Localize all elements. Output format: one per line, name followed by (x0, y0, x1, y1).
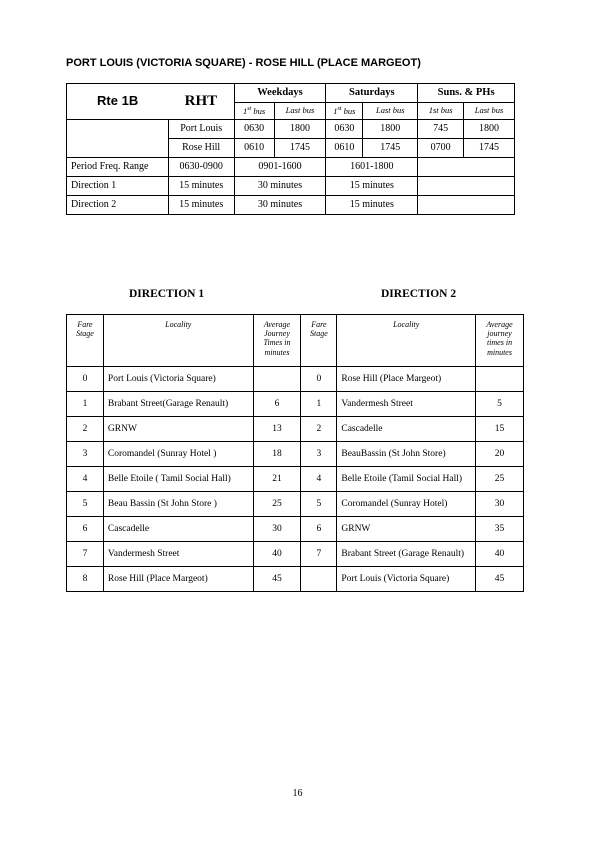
first-bus-header: 1st bus (234, 103, 274, 120)
fare-stage-cell: 7 (67, 542, 104, 567)
fare-stage-cell: 0 (67, 367, 104, 392)
last-bus-header: Last bus (464, 103, 515, 120)
freq-value: 15 minutes (168, 196, 234, 215)
fare-stage-cell: 8 (67, 567, 104, 592)
direction-1-heading: DIRECTION 1 (129, 288, 205, 300)
freq-value: 0901-1600 (234, 158, 326, 177)
time-cell: 1800 (274, 120, 326, 139)
time-cell: 1745 (274, 139, 326, 158)
locality-cell: Cascadelle (103, 517, 253, 542)
time-cell: 0700 (418, 139, 464, 158)
fare-stage-cell: 2 (67, 417, 104, 442)
journey-time-cell: 45 (476, 567, 524, 592)
table-row (67, 417, 524, 442)
table-row (67, 442, 524, 467)
locality-cell: GRNW (337, 517, 476, 542)
page-number: 16 (292, 788, 303, 799)
journey-time-cell: 15 (476, 417, 524, 442)
locality-cell: Coromandel (Sunray Hotel) (337, 492, 476, 517)
journey-time-cell: 45 (253, 567, 301, 592)
saturdays-header: Saturdays (326, 84, 418, 103)
locality-cell: Coromandel (Sunray Hotel ) (103, 442, 253, 467)
freq-value: 1601-1800 (326, 158, 418, 177)
journey-time-cell: 25 (476, 467, 524, 492)
freq-value: 15 minutes (326, 177, 418, 196)
locality-header: Locality (103, 315, 253, 367)
locality-cell: Brabant Street(Garage Renault) (103, 392, 253, 417)
direction-label: Direction 2 (67, 196, 169, 215)
table-header-row (67, 315, 524, 367)
table-row (67, 120, 515, 139)
locality-cell: BeauBassin (St John Store) (337, 442, 476, 467)
locality-cell: Belle Etoile (Tamil Social Hall) (337, 467, 476, 492)
locality-cell: Vandermesh Street (337, 392, 476, 417)
time-cell: 0610 (234, 139, 274, 158)
fare-stage-cell: 5 (301, 492, 337, 517)
fare-stage-cell: 6 (67, 517, 104, 542)
journey-time-cell: 6 (253, 392, 301, 417)
table-row (67, 517, 524, 542)
freq-value: 0630-0900 (168, 158, 234, 177)
journey-time-cell: 35 (476, 517, 524, 542)
time-cell: 1800 (363, 120, 418, 139)
journey-time-cell: 30 (476, 492, 524, 517)
freq-value: 30 minutes (234, 196, 326, 215)
fare-stage-cell: 1 (67, 392, 104, 417)
table-row (67, 367, 524, 392)
journey-time-cell: 25 (253, 492, 301, 517)
table-row (67, 542, 524, 567)
journey-time-cell: 13 (253, 417, 301, 442)
locality-cell: Beau Bassin (St John Store ) (103, 492, 253, 517)
direction-label: Direction 1 (67, 177, 169, 196)
fare-stage-cell: 7 (301, 542, 337, 567)
locality-cell: Port Louis (Victoria Square) (337, 567, 476, 592)
fare-stage-cell: 6 (301, 517, 337, 542)
table-row (67, 492, 524, 517)
time-cell: 1745 (363, 139, 418, 158)
last-bus-header: Last bus (363, 103, 418, 120)
table-row (67, 467, 524, 492)
locality-header: Locality (337, 315, 476, 367)
fare-stage-cell: 3 (301, 442, 337, 467)
table-row (67, 139, 515, 158)
fare-stage-cell: 1 (301, 392, 337, 417)
avg-time-header: Average Journey Times in minutes (253, 315, 301, 367)
table-row (67, 567, 524, 592)
table-row (67, 196, 515, 215)
first-bus-header: 1st bus (418, 103, 464, 120)
direction-2-heading: DIRECTION 2 (381, 288, 457, 300)
freq-value: 30 minutes (234, 177, 326, 196)
timetable (66, 83, 515, 215)
stop-name: Port Louis (168, 120, 234, 139)
avg-time-header: Average journey times in minutes (476, 315, 524, 367)
fare-stage-cell: 2 (301, 417, 337, 442)
fare-stage-cell: 3 (67, 442, 104, 467)
time-cell: 1800 (464, 120, 515, 139)
route-label: Rte 1B (67, 84, 169, 120)
time-cell: 0630 (326, 120, 363, 139)
page-title: PORT LOUIS (VICTORIA SQUARE) - ROSE HILL (PLACE MARGEOT) (66, 57, 421, 69)
fare-stage-cell (301, 567, 337, 592)
journey-time-cell: 21 (253, 467, 301, 492)
freq-value: 15 minutes (326, 196, 418, 215)
fare-stage-cell: 4 (67, 467, 104, 492)
rht-label: RHT (168, 84, 234, 120)
freq-value: 15 minutes (168, 177, 234, 196)
locality-cell: Vandermesh Street (103, 542, 253, 567)
table-row (67, 158, 515, 177)
fare-stage-cell: 0 (301, 367, 337, 392)
journey-time-cell: 20 (476, 442, 524, 467)
locality-cell: GRNW (103, 417, 253, 442)
time-cell: 0610 (326, 139, 363, 158)
table-row (67, 177, 515, 196)
journey-time-cell: 40 (476, 542, 524, 567)
locality-cell: Belle Etoile ( Tamil Social Hall) (103, 467, 253, 492)
fare-stage-cell: 4 (301, 467, 337, 492)
fare-stage-cell: 5 (67, 492, 104, 517)
time-cell: 1745 (464, 139, 515, 158)
fare-stage-header: Fare Stage (67, 315, 104, 367)
journey-time-cell (476, 367, 524, 392)
freq-label: Period Freq. Range (67, 158, 169, 177)
first-bus-header: 1st bus (326, 103, 363, 120)
locality-cell: Port Louis (Victoria Square) (103, 367, 253, 392)
journey-time-cell (253, 367, 301, 392)
journey-time-cell: 40 (253, 542, 301, 567)
locality-cell: Cascadelle (337, 417, 476, 442)
fare-stage-header: Fare Stage (301, 315, 337, 367)
time-cell: 0630 (234, 120, 274, 139)
sundays-header: Suns. & PHs (418, 84, 515, 103)
journey-time-cell: 18 (253, 442, 301, 467)
weekdays-header: Weekdays (234, 84, 326, 103)
last-bus-header: Last bus (274, 103, 326, 120)
locality-cell: Brabant Street (Garage Renault) (337, 542, 476, 567)
stop-name: Rose Hill (168, 139, 234, 158)
fare-stage-table (66, 314, 524, 592)
journey-time-cell: 30 (253, 517, 301, 542)
table-row (67, 392, 524, 417)
locality-cell: Rose Hill (Place Margeot) (103, 567, 253, 592)
journey-time-cell: 5 (476, 392, 524, 417)
locality-cell: Rose Hill (Place Margeot) (337, 367, 476, 392)
time-cell: 745 (418, 120, 464, 139)
